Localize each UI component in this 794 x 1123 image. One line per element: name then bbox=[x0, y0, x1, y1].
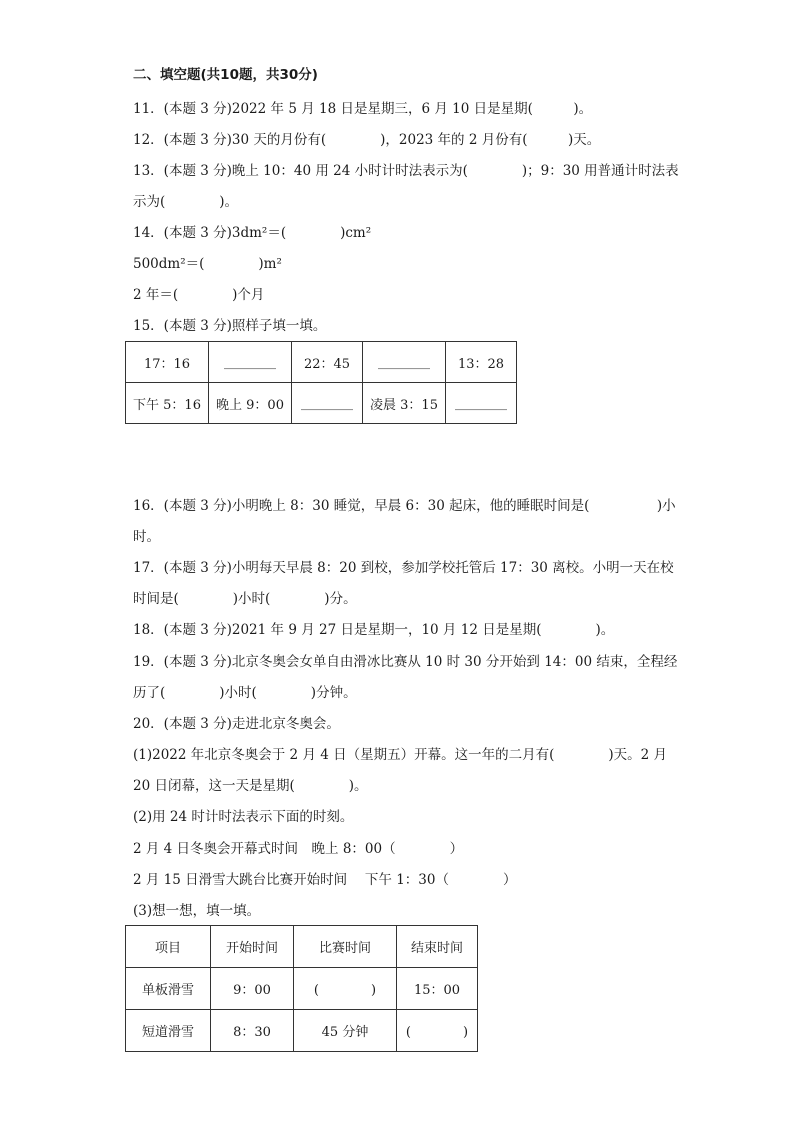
question-11: 11．(本题 3 分)2022 年 5 月 18 日是星期三，6 月 10 日是星期( )。 bbox=[133, 101, 593, 117]
table-cell: 17：16 bbox=[126, 342, 209, 383]
answer-blank[interactable]: ( ) bbox=[294, 968, 397, 1010]
question-20-part-1-line-2: 20 日闭幕，这一天是星期( )。 bbox=[133, 778, 368, 794]
olympics-schedule-table bbox=[125, 925, 478, 1052]
question-17-line-1: 17．(本题 3 分)小明每天早晨 8：20 到校，参加学校托管后 17：30 离校。小明一天在校 bbox=[133, 560, 674, 576]
question-20-part-3: (3)想一想，填一填。 bbox=[133, 903, 261, 919]
answer-blank[interactable]: ________ bbox=[446, 383, 517, 424]
table-cell: 45 分钟 bbox=[294, 1010, 397, 1052]
table-cell: 凌晨 3：15 bbox=[363, 383, 446, 424]
question-20-part-2-a: 2 月 4 日冬奥会开幕式时间 晚上 8：00（ ） bbox=[133, 841, 464, 857]
question-17-line-2: 时间是( )小时( )分。 bbox=[133, 591, 357, 607]
answer-blank[interactable]: ( ) bbox=[397, 1010, 478, 1052]
question-14-line-2: 500dm²＝( )m² bbox=[133, 256, 282, 272]
question-16-line-2: 时。 bbox=[133, 529, 160, 545]
table-cell: 短道滑雪 bbox=[126, 1010, 211, 1052]
table-row bbox=[126, 342, 517, 383]
table-row bbox=[126, 968, 478, 1010]
time-conversion-table bbox=[125, 341, 517, 424]
table-cell: 下午 5：16 bbox=[126, 383, 209, 424]
question-19-line-1: 19．(本题 3 分)北京冬奥会女单自由滑冰比赛从 10 时 30 分开始到 14：00 结束，全程经 bbox=[133, 654, 678, 670]
table-cell: 9：00 bbox=[211, 968, 294, 1010]
section-title: 二、填空题(共10题，共30分) bbox=[133, 67, 318, 83]
table-row bbox=[126, 383, 517, 424]
table-cell: 13：28 bbox=[446, 342, 517, 383]
question-20: 20．(本题 3 分)走进北京冬奥会。 bbox=[133, 716, 340, 732]
table-cell: 15：00 bbox=[397, 968, 478, 1010]
question-15: 15．(本题 3 分)照样子填一填。 bbox=[133, 318, 327, 334]
question-13-line-2: 示为( )。 bbox=[133, 194, 239, 210]
question-12: 12．(本题 3 分)30 天的月份有( )，2023 年的 2 月份有( )天。 bbox=[133, 132, 601, 148]
answer-blank[interactable]: ________ bbox=[292, 383, 363, 424]
column-header: 比赛时间 bbox=[294, 926, 397, 968]
question-19-line-2: 历了( )小时( )分钟。 bbox=[133, 685, 357, 701]
question-14-line-3: 2 年＝( )个月 bbox=[133, 287, 265, 303]
table-cell: 22：45 bbox=[292, 342, 363, 383]
question-18: 18．(本题 3 分)2021 年 9 月 27 日是星期一，10 月 12 日是星期( )。 bbox=[133, 622, 615, 638]
table-cell: 8：30 bbox=[211, 1010, 294, 1052]
answer-blank[interactable]: ________ bbox=[209, 342, 292, 383]
table-header-row bbox=[126, 926, 478, 968]
table-cell: 单板滑雪 bbox=[126, 968, 211, 1010]
table-row bbox=[126, 1010, 478, 1052]
answer-blank[interactable]: ________ bbox=[363, 342, 446, 383]
column-header: 结束时间 bbox=[397, 926, 478, 968]
question-16-line-1: 16．(本题 3 分)小明晚上 8：30 睡觉，早晨 6：30 起床，他的睡眠时间是( )小 bbox=[133, 498, 676, 514]
question-20-part-2: (2)用 24 时计时法表示下面的时刻。 bbox=[133, 809, 354, 825]
question-13-line-1: 13．(本题 3 分)晚上 10：40 用 24 小时计时法表示为( )；9：30 用普通计时法表 bbox=[133, 163, 679, 179]
table-cell: 晚上 9：00 bbox=[209, 383, 292, 424]
question-20-part-2-b: 2 月 15 日滑雪大跳台比赛开始时间 下午 1：30（ ） bbox=[133, 872, 517, 888]
question-14-line-1: 14．(本题 3 分)3dm²＝( )cm² bbox=[133, 225, 372, 241]
column-header: 项目 bbox=[126, 926, 211, 968]
question-20-part-1-line-1: (1)2022 年北京冬奥会于 2 月 4 日（星期五）开幕。这一年的二月有( )天。2 月 bbox=[133, 747, 668, 763]
column-header: 开始时间 bbox=[211, 926, 294, 968]
